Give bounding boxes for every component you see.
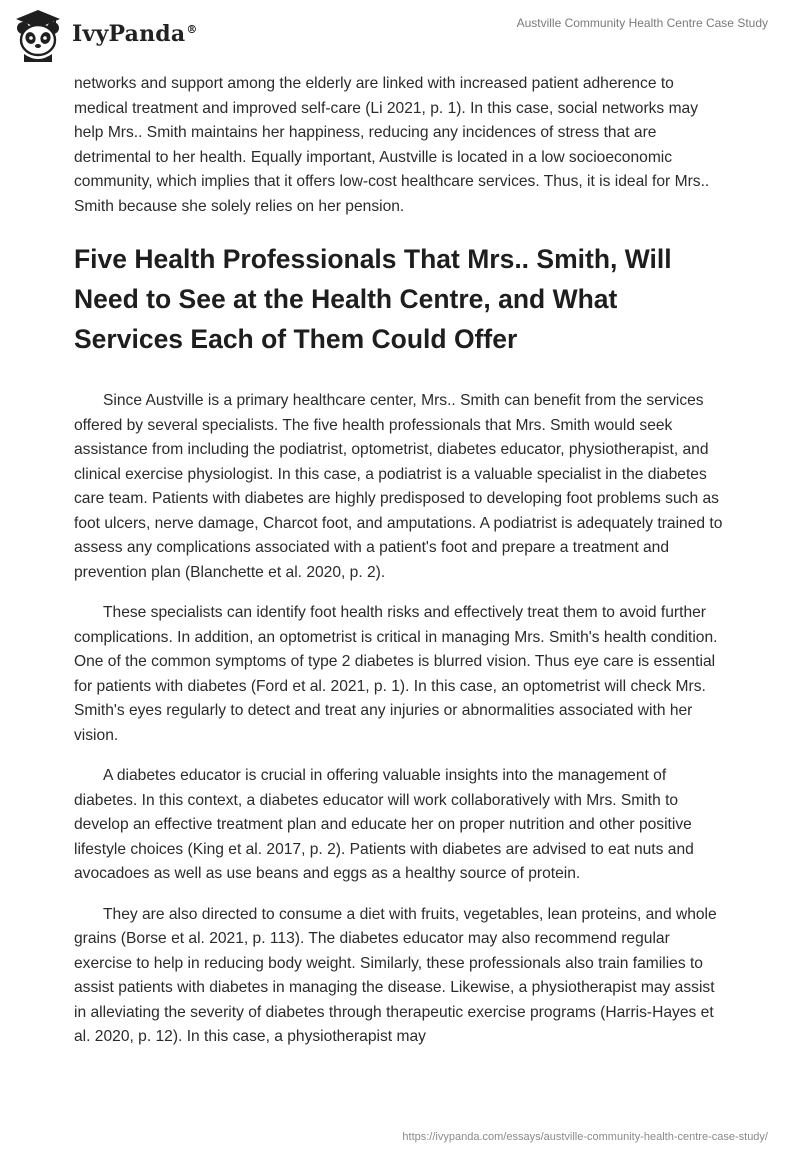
paragraph-2: Since Austville is a primary healthcare center, Mrs.. Smith can benefit from the services offered by several specialists. The five health professionals that Mrs. Smith would seek assistance from including the podiatrist, optometrist, diabetes educator, physiotherapist, and clinical exercise physiologist. In this case, a podiatrist is a valuable specialist in the diabetes care team. Patients with diabetes are highly predisposed to developing foot problems such as foot ulcers, nerve damage, Charcot foot, and amputations. A podiatrist is adequately trained to assess any complications associated with a patient's foot and prepare a treatment and prevention plan (Blanchette et al. 2020, p. 2). — [74, 392, 723, 581]
essay-content — [74, 72, 730, 1066]
paragraph-3: These specialists can identify foot health risks and effectively treat them to avoid further complications. In addition, an optometrist is critical in managing Mrs. Smith's health condition. One of the common symptoms of type 2 diabetes is blurred vision. Thus eye care is essential for patients with diabetes (Ford et al. 2021, p. 1). In this case, an optometrist will check Mrs. Smith's eyes regularly to detect and treat any injuries or abnormalities associated with her vision. — [74, 604, 718, 744]
document-title: Austville Community Health Centre Case Study — [516, 16, 768, 30]
logo-wordmark: IvyPanda® — [72, 21, 198, 47]
source-url[interactable]: https://ivypanda.com/essays/austville-community-health-centre-case-study/ — [402, 1131, 768, 1143]
page-header — [0, 0, 800, 70]
paragraph-1: networks and support among the elderly are linked with increased patient adherence to medical treatment and improved self-care (Li 2021, p. 1). In this case, social networks may help Mrs.. Smith maintains her happiness, reducing any incidences of stress that are detrimental to her health. Equally important, Austville is located in a low socioeconomic community, which implies that it offers low-cost healthcare services. Thus, it is ideal for Mrs.. Smith because she solely relies on her pension. — [74, 75, 710, 215]
paragraph-5: They are also directed to consume a diet with fruits, vegetables, lean proteins, and whole grains (Borse et al. 2021, p. 113). The diabetes educator may also recommend regular exercise to help in reducing body weight. Similarly, these professionals also train families to assist patients with diabetes in managing the disease. Likewise, a physiotherapist may assist in alleviating the severity of diabetes through therapeutic exercise programs (Harris-Hayes et al. 2020, p. 12). In this case, a physiotherapist may — [74, 905, 717, 1045]
section-heading: Five Health Professionals That Mrs.. Smith, Will Need to See at the Health Centre, and What Services Each of Them Could Offer — [74, 244, 672, 354]
panda-logo-icon — [10, 6, 66, 62]
ivypanda-logo[interactable] — [10, 6, 198, 62]
registered-mark: ® — [186, 22, 198, 36]
paragraph-4: A diabetes educator is crucial in offering valuable insights into the management of diabetes. In this context, a diabetes educator will work collaboratively with Mrs. Smith to develop an effective treatment plan and educate her on proper nutrition and other positive lifestyle choices (King et al. 2017, p. 2). Patients with diabetes are advised to eat nuts and avocadoes as well as use beans and eggs as a healthy source of protein. — [74, 767, 694, 882]
